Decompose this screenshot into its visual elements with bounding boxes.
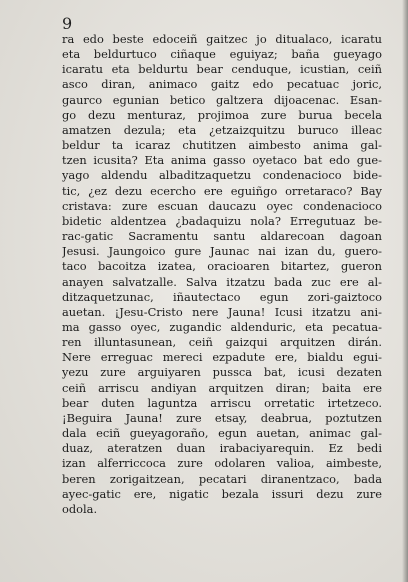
text-line: izan alferriccoca zure odolaren valioa, aimbeste,	[62, 456, 382, 471]
text-line: ayec-gatic ere, nigatic bezala issuri dezu zure	[62, 486, 382, 501]
text-line: bear duten laguntza arriscu orretatic irtetzeco.	[62, 395, 382, 410]
text-line: tic, ¿ez dezu ecercho ere eguiñgo orretaraco? Bay	[62, 183, 382, 198]
text-line: gaurco egunian betico galtzera dijoacenac. Esan-	[62, 92, 382, 107]
text-line: auetan. ¡Jesu-Cristo nere Jauna! Icusi itzatzu ani-	[62, 304, 382, 319]
body-text	[62, 32, 382, 517]
page-edge-shadow	[402, 0, 408, 582]
text-line: anayen salvatzalle. Salva itzatzu bada zuc ere al-	[62, 274, 382, 289]
text-line: yago aldendu albaditzaquetzu condenacioco bide-	[62, 168, 382, 183]
text-line: eta beldurtuco ciñaque eguiyaz; baña gueyago	[62, 47, 382, 62]
text-line: Jesusi. Jaungoico gure Jaunac nai izan du, guero-	[62, 244, 382, 259]
text-line: go dezu menturaz, projimoa zure burua becela	[62, 107, 382, 122]
text-line: beren zorigaitzean, pecatari diranentzaco, bada	[62, 471, 382, 486]
text-line: rac-gatic Sacramentu santu aldarecoan dagoan	[62, 229, 382, 244]
text-line: taco bacoitza izatea, oracioaren bitartez, gueron	[62, 259, 382, 274]
text-line: asco diran, animaco gaitz edo pecatuac joric,	[62, 77, 382, 92]
text-line: ceiñ arriscu andiyan arquitzen diran; baita ere	[62, 380, 382, 395]
text-line: amatzen dezula; eta ¿etzaizquitzu buruco illeac	[62, 122, 382, 137]
text-line: ren illuntasunean, ceiñ gaizqui arquitzen dirán.	[62, 335, 382, 350]
text-line: ¡Beguira Jauna! zure etsay, deabrua, poztutzen	[62, 410, 382, 425]
text-line: duaz, ateratzen duan irabaciyarequin. Ez bedi	[62, 441, 382, 456]
text-line: cristava: zure escuan daucazu oyec condenacioco	[62, 198, 382, 213]
text-line: bidetic aldentzea ¿badaquizu nola? Erregutuaz be-	[62, 213, 382, 228]
text-line: icaratu eta beldurtu bear cenduque, icustian, ceiñ	[62, 62, 382, 77]
text-line: yezu zure arguiyaren pussca bat, icusi dezaten	[62, 365, 382, 380]
text-line: dala eciñ gueyagoraño, egun auetan, animac gal-	[62, 426, 382, 441]
text-line: beldur ta icaraz chutitzen aimbesto anima gal-	[62, 138, 382, 153]
text-line: tzen icusita? Eta anima gasso oyetaco bat edo gue-	[62, 153, 382, 168]
text-line: odola.	[62, 501, 98, 516]
text-line: Nere erreguac mereci ezpadute ere, bialdu egui-	[62, 350, 382, 365]
page-number: 9	[62, 14, 73, 33]
text-line: ra edo beste edoceiñ gaitzec jo ditualaco, icaratu	[62, 32, 382, 46]
text-line: ma gasso oyec, zugandic aldenduric, eta pecatua-	[62, 319, 382, 334]
text-line: ditzaquetzunac, iñautectaco egun zori-gaiztoco	[62, 289, 382, 304]
